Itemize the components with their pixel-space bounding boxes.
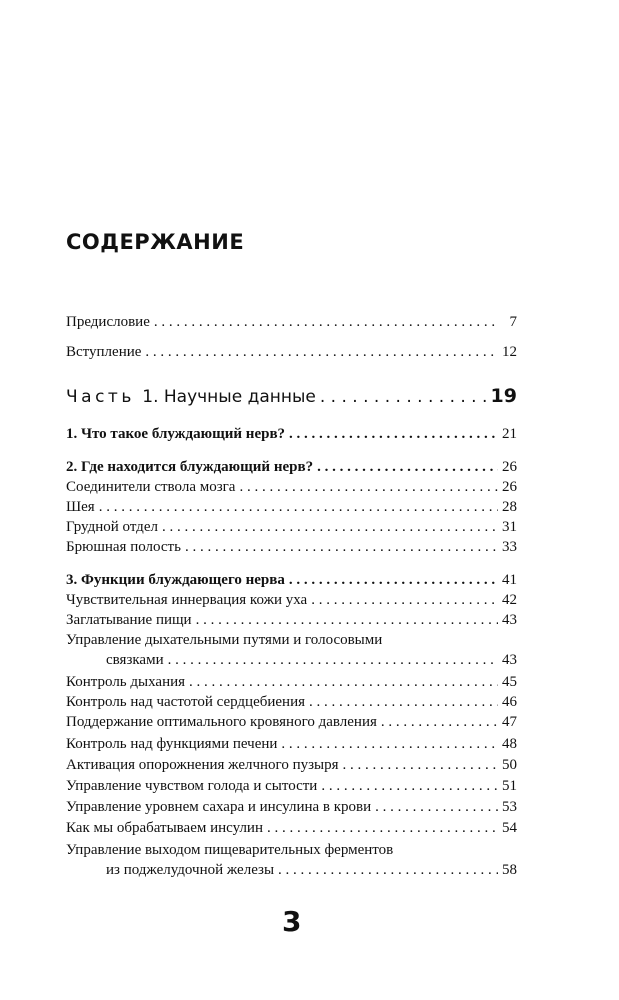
toc-chapter-label: 1. Что такое блуждающий нерв? bbox=[66, 426, 286, 442]
dot-leader bbox=[168, 650, 498, 670]
dot-leader bbox=[196, 610, 498, 630]
toc-entry[interactable] bbox=[66, 818, 517, 838]
dot-leader bbox=[185, 537, 498, 557]
toc-entry-label: Соединители ствола мозга bbox=[66, 479, 236, 495]
toc-entry-continuation[interactable] bbox=[66, 650, 517, 670]
dot-leader bbox=[311, 590, 498, 610]
dot-leader bbox=[154, 312, 499, 332]
toc-chapter-2[interactable] bbox=[66, 457, 517, 477]
toc-entry-first-line[interactable]: Управление выходом пищеварительных ферментов bbox=[66, 842, 394, 858]
toc-entry[interactable] bbox=[66, 755, 517, 775]
toc-entry[interactable] bbox=[66, 610, 517, 630]
toc-chapter-page: 41 bbox=[502, 572, 517, 588]
toc-part-1[interactable] bbox=[66, 386, 517, 407]
toc-entry-page: 28 bbox=[502, 499, 517, 515]
dot-leader bbox=[189, 672, 498, 692]
toc-entry-page: 53 bbox=[502, 799, 517, 815]
toc-chapter-3[interactable] bbox=[66, 570, 517, 590]
toc-entry-page: 43 bbox=[502, 612, 517, 628]
toc-entry[interactable] bbox=[66, 477, 517, 497]
toc-entry-page: 46 bbox=[502, 694, 517, 710]
toc-entry[interactable] bbox=[66, 672, 517, 692]
toc-entry-label: Заглатывание пищи bbox=[66, 612, 192, 628]
toc-entry-label: Предисловие bbox=[66, 314, 150, 330]
toc-part-title: 1. Научные данные bbox=[142, 387, 316, 407]
dot-leader bbox=[289, 570, 498, 590]
toc-entry-label: Как мы обрабатываем инсулин bbox=[66, 820, 263, 836]
toc-entry-page: 50 bbox=[502, 757, 517, 773]
toc-entry-page: 31 bbox=[502, 519, 517, 535]
toc-entry-label: Контроль над функциями печени bbox=[66, 736, 278, 752]
toc-entry-label: Управление чувством голода и сытости bbox=[66, 778, 318, 794]
toc-chapter-page: 21 bbox=[502, 426, 517, 442]
dot-leader bbox=[289, 424, 498, 444]
toc-entry-label: Контроль над частотой сердцебиения bbox=[66, 694, 306, 710]
toc-entry-continuation[interactable] bbox=[66, 860, 517, 880]
toc-entry[interactable] bbox=[66, 537, 517, 557]
toc-entry-label: Грудной отдел bbox=[66, 519, 158, 535]
toc-chapter-page: 26 bbox=[502, 459, 517, 475]
toc-chapter-label: 3. Функции блуждающего нерва bbox=[66, 572, 285, 588]
toc-entry[interactable] bbox=[66, 692, 517, 712]
toc-entry-page: 45 bbox=[502, 674, 517, 690]
toc-entry-page: 43 bbox=[502, 652, 517, 668]
toc-entry-label: Контроль дыхания bbox=[66, 674, 186, 690]
dot-leader bbox=[99, 497, 498, 517]
dot-leader bbox=[278, 860, 498, 880]
toc-part-prefix: Часть bbox=[66, 387, 135, 407]
toc-entry-page: 54 bbox=[502, 820, 517, 836]
toc-entry-page: 26 bbox=[502, 479, 517, 495]
toc-entry[interactable] bbox=[66, 712, 517, 732]
toc-entry-label: Поддержание оптимального кровяного давления bbox=[66, 714, 377, 730]
dot-leader bbox=[343, 755, 499, 775]
toc-entry-first-line[interactable]: Управление дыхательными путями и голосовыми bbox=[66, 632, 383, 648]
page-title: СОДЕРЖАНИЕ bbox=[66, 230, 245, 254]
toc-entry-page: 7 bbox=[509, 314, 517, 330]
toc-part-page: 19 bbox=[490, 385, 517, 407]
toc-entry-page: 51 bbox=[502, 778, 517, 794]
toc-entry-label: Брюшная полость bbox=[66, 539, 181, 555]
toc-entry-label: Шея bbox=[66, 499, 95, 515]
toc-chapter-1[interactable] bbox=[66, 424, 517, 444]
toc-entry[interactable] bbox=[66, 590, 517, 610]
toc-entry-label: из поджелудочной железы bbox=[106, 862, 275, 878]
toc-entry-page: 42 bbox=[502, 592, 517, 608]
toc-entry-introduction[interactable] bbox=[66, 342, 517, 362]
dot-leader bbox=[381, 712, 498, 732]
dot-leader bbox=[309, 692, 498, 712]
toc-entry[interactable] bbox=[66, 776, 517, 796]
dot-leader bbox=[321, 776, 498, 796]
toc-entry-label: связками bbox=[106, 652, 164, 668]
toc-entry[interactable] bbox=[66, 797, 517, 817]
dot-leader bbox=[375, 797, 498, 817]
toc-entry[interactable] bbox=[66, 517, 517, 537]
dot-leader bbox=[239, 477, 498, 497]
dot-leader bbox=[281, 734, 498, 754]
dot-leader bbox=[320, 387, 487, 407]
toc-entry-label: Чувствительная иннервация кожи уха bbox=[66, 592, 308, 608]
toc-entry-label: Активация опорожнения желчного пузыря bbox=[66, 757, 339, 773]
dot-leader bbox=[317, 457, 498, 477]
page-number: 3 bbox=[282, 905, 302, 938]
toc-entry-label: Вступление bbox=[66, 344, 142, 360]
toc-entry[interactable] bbox=[66, 497, 517, 517]
toc-part-label bbox=[66, 387, 316, 407]
dot-leader bbox=[267, 818, 498, 838]
toc-entry-preface[interactable] bbox=[66, 312, 517, 332]
dot-leader bbox=[145, 342, 498, 362]
toc-entry-page: 48 bbox=[502, 736, 517, 752]
dot-leader bbox=[162, 517, 498, 537]
toc-entry[interactable] bbox=[66, 734, 517, 754]
toc-entry-page: 58 bbox=[502, 862, 517, 878]
toc-entry-page: 33 bbox=[502, 539, 517, 555]
toc-chapter-label: 2. Где находится блуждающий нерв? bbox=[66, 459, 314, 475]
toc-entry-label: Управление уровнем сахара и инсулина в крови bbox=[66, 799, 372, 815]
toc-entry-page: 12 bbox=[502, 344, 517, 360]
toc-entry-page: 47 bbox=[502, 714, 517, 730]
